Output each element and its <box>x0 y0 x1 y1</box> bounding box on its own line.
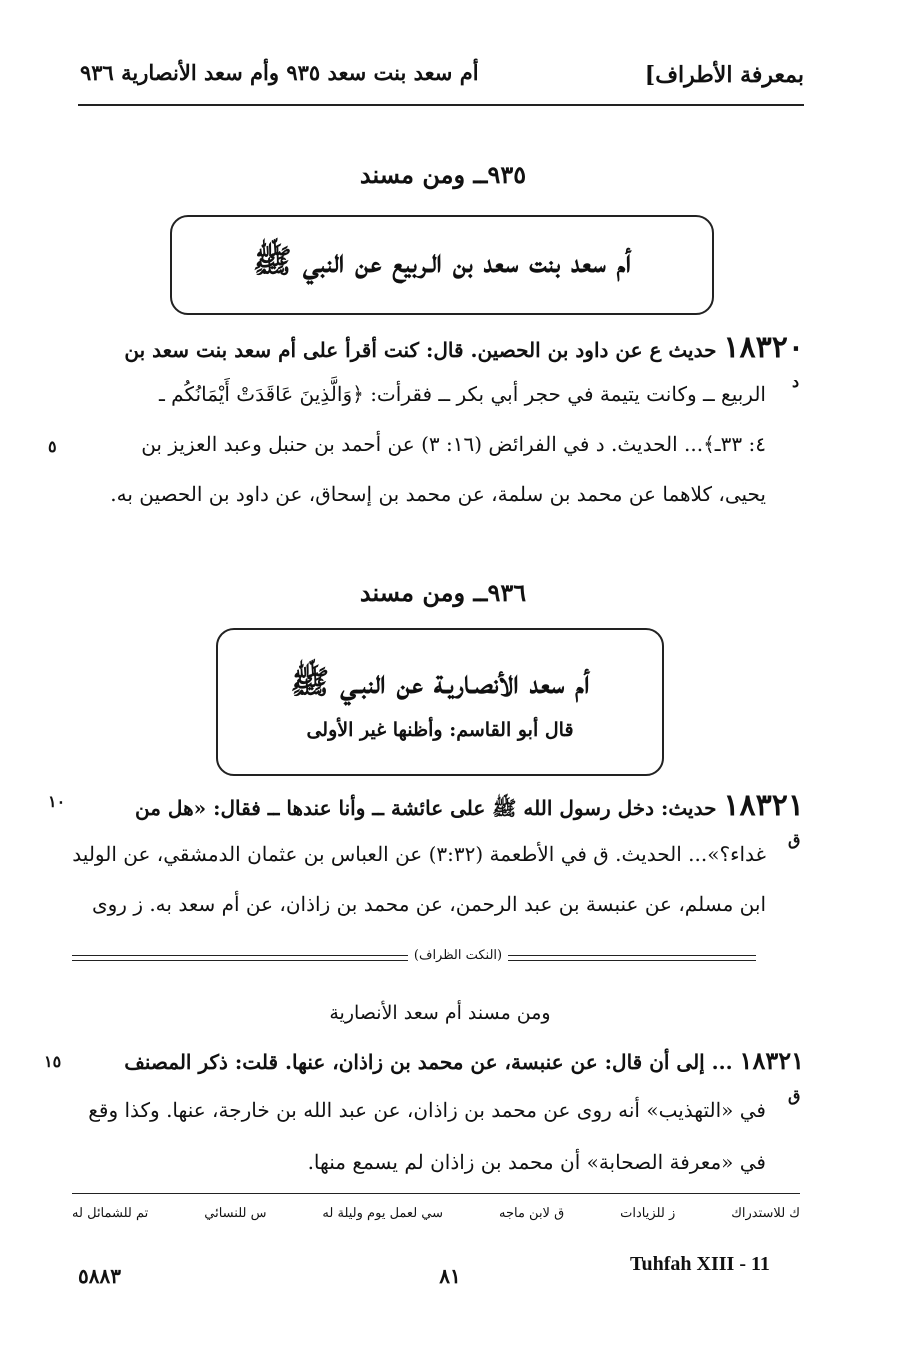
abbr-shamail: تم للشمائل له <box>72 1206 149 1221</box>
nukat-line-1 <box>114 1046 804 1075</box>
nukat-heading: ومن مسند أم سعد الأنصارية <box>329 1002 551 1024</box>
margin-line-5: ٥ <box>48 437 57 456</box>
header-rule <box>78 104 804 106</box>
nukat-label: (النكت الظراف) <box>0 948 916 963</box>
nukat-line-3: في «معرفة الصحابة» أن محمد بن زاذان لم يسمع منها. <box>307 1150 766 1174</box>
hadith-18320-number: ١٨٣٢٠ <box>723 330 804 365</box>
hadith-18320-text-1: حديث ع عن داود بن الحصين. قال: كنت أقرأ على أم سعد بنت سعد بن <box>124 338 717 362</box>
hadith-18321-line-3: ابن مسلم، عن عنبسة بن عبد الرحمن، عن محمد بن زاذان، عن أم سعد به. ز روى <box>91 892 766 916</box>
section-935-box <box>170 215 714 315</box>
running-header-book: بمعرفة الأطراف] <box>644 62 804 88</box>
footer-volume: Tuhfah XIII - 11 <box>630 1253 770 1275</box>
section-935-title: ٩٣٥ــ ومن مسند <box>359 160 527 189</box>
page-number: ٨١ <box>439 1264 461 1288</box>
section-935-box-title: أم سعد بنت سعد بن الـربيع عن النبي ﷺ <box>253 242 631 280</box>
hadith-18320-line-4: يحيى، كلاهما عن محمد بن سلمة، عن محمد بن إسحاق، عن داود بن الحصين به. <box>110 482 766 506</box>
running-header-title: أم سعد بنت سعد ٩٣٥ وأم سعد الأنصارية ٩٣٦ <box>80 60 479 85</box>
hadith-18321-line-1 <box>114 788 804 825</box>
abbr-ziyadat: ز للزيادات <box>620 1206 676 1221</box>
footer-serial: ٥٨٨٣ <box>78 1264 121 1288</box>
nukat-text-1: ... إلى أن قال: عن عنبسة، عن محمد بن زاذان، عنها. قلت: ذكر المصنف <box>124 1050 733 1074</box>
nukat-number: ١٨٣٢١ <box>739 1046 804 1075</box>
margin-siglum-d: د <box>792 372 800 391</box>
abbr-nasai: س للنسائي <box>204 1206 267 1221</box>
margin-line-15: ١٥ <box>44 1052 62 1071</box>
hadith-18321-number: ١٨٣٢١ <box>723 788 804 823</box>
abbr-ibn-majah: ق لابن ماجه <box>498 1206 565 1221</box>
section-936-box-title: أم سعد الأنصـاريـة عن النبـي ﷺ <box>290 663 590 701</box>
section-936-box-subtitle: قال أبو القاسم: وأظنها غير الأولى <box>306 719 574 741</box>
abbreviation-key <box>72 1206 800 1221</box>
nukat-line-2: في «التهذيب» أنه روى عن محمد بن زاذان، عن عبد الله بن خارجة، عنها. وكذا وقع <box>88 1098 766 1122</box>
hadith-18320-line-2: الربيع ــ وكانت يتيمة في حجر أبي بكر ــ فقرأت: ﴿وَالَّذِينَ عَاقَدَتْ أَيْمَانُكُم ـ <box>158 382 766 406</box>
hadith-18320-line-3: ٤: ٣٣ـ﴾... الحديث. د في الفرائض (١٦: ٣) عن أحمد بن حنبل وعبد العزيز بن <box>141 432 766 456</box>
section-936-title: ٩٣٦ــ ومن مسند <box>359 578 527 607</box>
hadith-18320-line-1 <box>74 330 804 365</box>
abbr-istidrak: ك للاستدراك <box>731 1206 800 1221</box>
footer-rule <box>72 1193 800 1194</box>
margin-line-10: ١٠ <box>48 792 66 811</box>
abbr-amal-yawm: سي لعمل يوم وليلة له <box>322 1206 444 1221</box>
margin-siglum-q: ق <box>788 830 801 849</box>
hadith-18321-text-1: حديث: دخل رسول الله ﷺ على عائشة ــ وأنا عندها ــ فقال: «هل من <box>135 796 717 820</box>
margin-siglum-q-2: ق <box>788 1086 801 1105</box>
section-936-box <box>216 628 664 776</box>
hadith-18321-line-2: غداء؟»... الحديث. ق في الأطعمة (٣:٣٢) عن العباس بن عثمان الدمشقي، عن الوليد <box>72 842 766 866</box>
